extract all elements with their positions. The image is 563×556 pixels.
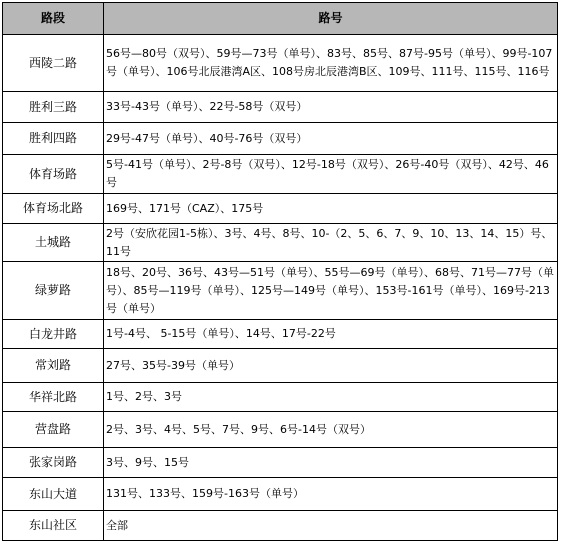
table-header-row xyxy=(3,3,558,35)
road-cell: 土城路 xyxy=(3,224,104,262)
numbers-cell: 1号-4号、 5-15号（单号）、14号、17号-22号 xyxy=(104,320,558,349)
numbers-cell: 131号、133号、159号-163号（单号） xyxy=(104,478,558,511)
numbers-cell: 1号、2号、3号 xyxy=(104,383,558,412)
numbers-cell: 33号-43号（单号）、22号-58号（双号） xyxy=(104,92,558,123)
numbers-cell: 2号（安欣花园1-5栋）、3号、4号、8号、10-（2、5、6、7、9、10、13、14、15）号、11号 xyxy=(104,224,558,262)
numbers-cell: 2号、3号、4号、5号、7号、9号、6号-14号（双号） xyxy=(104,412,558,448)
road-cell: 绿萝路 xyxy=(3,262,104,320)
table-row xyxy=(3,511,558,541)
table-row xyxy=(3,194,558,224)
numbers-cell: 全部 xyxy=(104,511,558,541)
road-cell: 张家岗路 xyxy=(3,448,104,478)
table-row xyxy=(3,35,558,92)
numbers-cell: 3号、9号、15号 xyxy=(104,448,558,478)
road-cell: 体育场北路 xyxy=(3,194,104,224)
table-row xyxy=(3,448,558,478)
road-cell: 胜利三路 xyxy=(3,92,104,123)
road-cell: 东山大道 xyxy=(3,478,104,511)
road-number-table-container xyxy=(2,2,558,541)
road-cell: 常刘路 xyxy=(3,349,104,383)
numbers-cell: 29号-47号（单号）、40号-76号（双号） xyxy=(104,123,558,155)
road-cell: 胜利四路 xyxy=(3,123,104,155)
road-cell: 白龙井路 xyxy=(3,320,104,349)
table-row xyxy=(3,92,558,123)
table-row xyxy=(3,224,558,262)
table-row xyxy=(3,320,558,349)
road-cell: 东山社区 xyxy=(3,511,104,541)
road-cell: 体育场路 xyxy=(3,155,104,194)
road-cell: 营盘路 xyxy=(3,412,104,448)
table-row xyxy=(3,478,558,511)
numbers-cell: 18号、20号、36号、43号—51号（单号）、55号—69号（单号）、68号、71号—77号（单号）、85号—119号（单号）、125号—149号（单号）、153号-161号（单号）、169号-213号（单号） xyxy=(104,262,558,320)
road-cell: 西陵二路 xyxy=(3,35,104,92)
header-numbers: 路号 xyxy=(104,3,558,35)
table-row xyxy=(3,155,558,194)
table-row xyxy=(3,412,558,448)
numbers-cell: 27号、35号-39号（单号） xyxy=(104,349,558,383)
table-row xyxy=(3,349,558,383)
table-row xyxy=(3,123,558,155)
numbers-cell: 56号—80号（双号）、59号—73号（单号）、83号、85号、87号-95号（单号）、99号-107号（单号）、106号北辰港湾A区、108号房北辰港湾B区、109号、111号、115号、116号 xyxy=(104,35,558,92)
numbers-cell: 5号-41号（单号）、2号-8号（双号）、12号-18号（双号）、26号-40号（双号）、42号、46号 xyxy=(104,155,558,194)
table-row xyxy=(3,383,558,412)
numbers-cell: 169号、171号（CAZ）、175号 xyxy=(104,194,558,224)
header-road: 路段 xyxy=(3,3,104,35)
road-cell: 华祥北路 xyxy=(3,383,104,412)
road-number-table xyxy=(2,2,558,541)
table-row xyxy=(3,262,558,320)
